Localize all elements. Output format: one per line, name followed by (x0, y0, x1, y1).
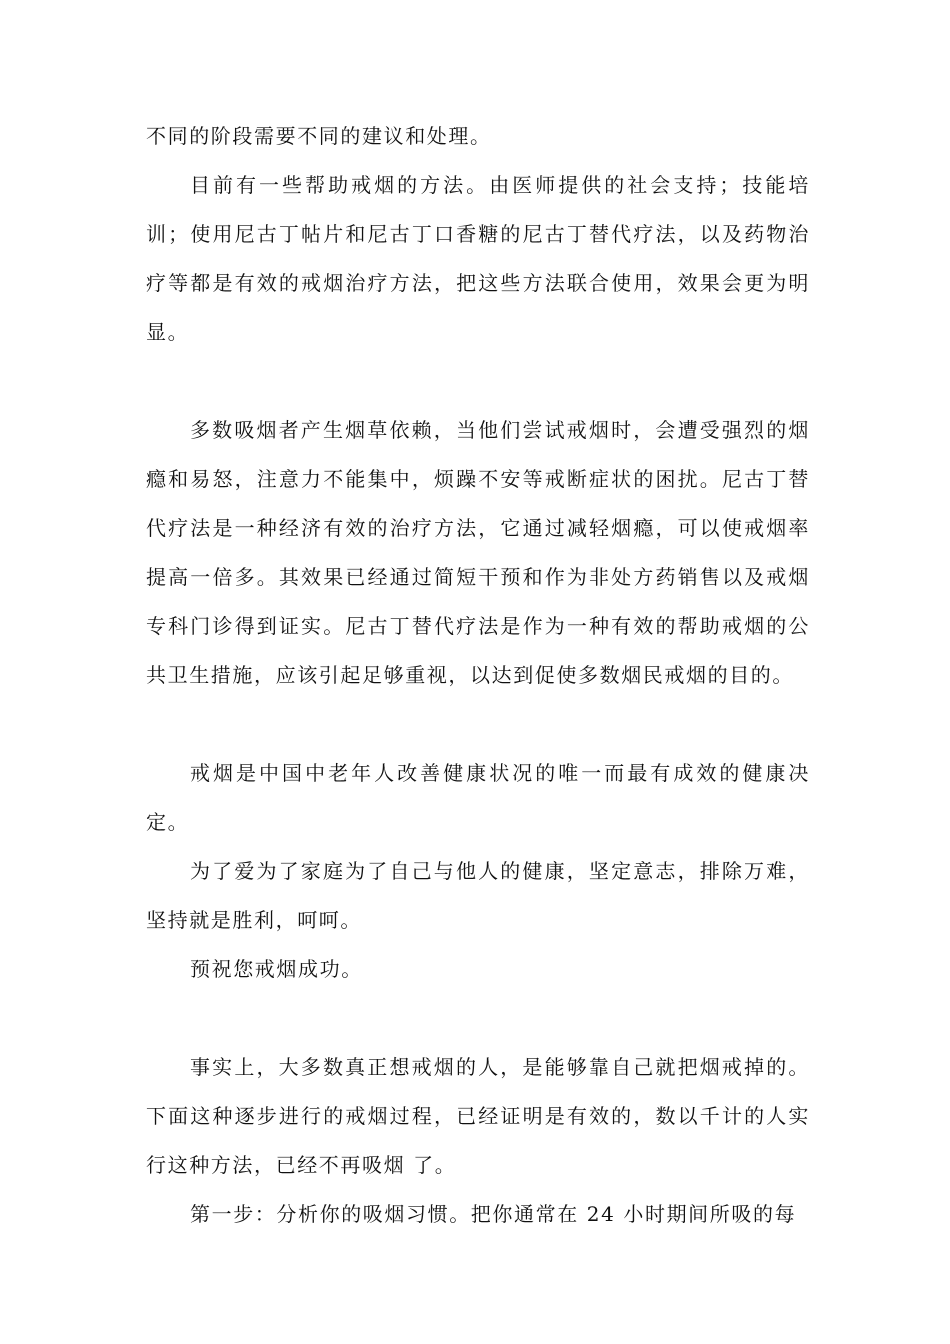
paragraph-spacer (146, 357, 810, 406)
paragraph-nicotine-replacement: 多数吸烟者产生烟草依赖，当他们尝试戒烟时，会遭受强烈的烟瘾和易怒，注意力不能集中，烦躁不安等戒断症状的困扰。尼古丁替代疗法是一种经济有效的治疗方法，它通过减轻烟瘾，可以使戒烟率提高一倍多。其效果已经通过简短干预和作为非处方药销售以及戒烟专科门诊得到证实。尼古丁替代疗法是作为一种有效的帮助戒烟的公共卫生措施，应该引起足够重视，以达到促使多数烟民戒烟的目的。 (146, 418, 810, 687)
paragraph-stage-advice: 不同的阶段需要不同的建议和处理。 (146, 124, 492, 148)
paragraph-spacer (146, 994, 810, 1043)
paragraph-step-one: 第一步：分析你的吸烟习惯。把你通常在 24 小时期间所吸的每 (190, 1202, 797, 1226)
paragraph-encouragement: 为了爱为了家庭为了自己与他人的健康，坚定意志，排除万难，坚持就是胜利，呵呵。 (146, 859, 810, 932)
paragraph-health-decision: 戒烟是中国中老年人改善健康状况的唯一而最有成效的健康决定。 (146, 761, 810, 834)
paragraph-cessation-methods: 目前有一些帮助戒烟的方法。由医师提供的社会支持；技能培训；使用尼古丁帖片和尼古丁口香糖的尼古丁替代疗法，以及药物治疗等都是有效的戒烟治疗方法，把这些方法联合使用，效果会更为明显。 (146, 173, 810, 344)
paragraph-self-quitting: 事实上，大多数真正想戒烟的人，是能够靠自己就把烟戒掉的。下面这种逐步进行的戒烟过程，已经证明是有效的，数以千计的人实行这种方法，已经不再吸烟 了。 (146, 1055, 810, 1177)
paragraph-good-wishes: 预祝您戒烟成功。 (190, 957, 363, 981)
document-body (146, 112, 810, 1239)
paragraph-spacer (146, 700, 810, 749)
